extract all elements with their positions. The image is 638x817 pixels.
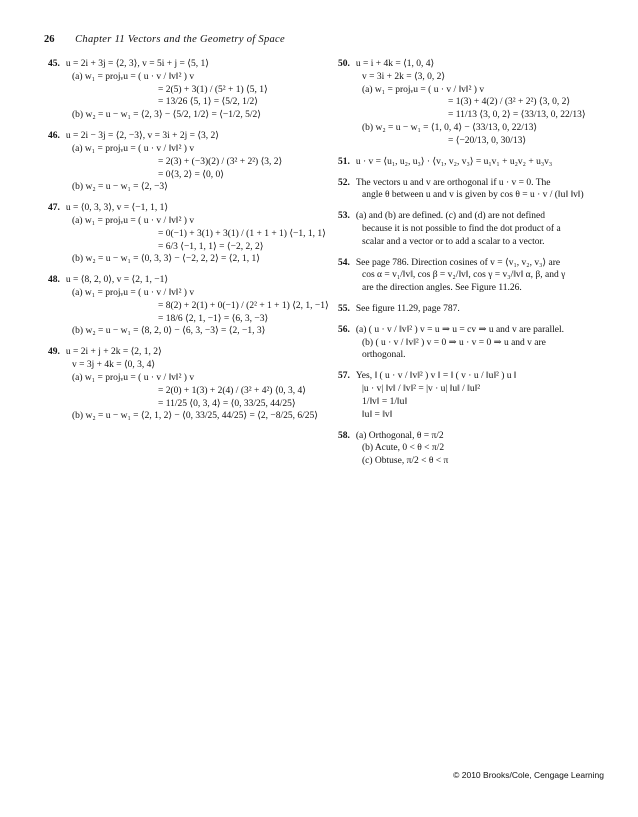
- problem-line: [48, 109, 328, 122]
- problem-line: [338, 442, 598, 455]
- problem-text: (a) w₁ = projᵥu = ( u · v / ‖v‖² ) v: [72, 71, 195, 82]
- problem-number: 51.: [338, 156, 350, 167]
- page-number: 26: [44, 34, 55, 45]
- problem-line: [48, 143, 328, 156]
- problem-text: (b) w₂ = u − w₁ = ⟨8, 2, 0⟩ − ⟨6, 3, −3⟩ = ⟨2, −1, 3⟩: [72, 326, 266, 337]
- problem-text: u = 2i − 3j = ⟨2, −3⟩, v = 3i + 2j = ⟨3, 2⟩: [65, 131, 220, 142]
- problem-number: 47.: [48, 203, 60, 214]
- problem-53: [338, 210, 598, 248]
- problem-text: (b) w₂ = u − w₁ = ⟨1, 0, 4⟩ − ⟨33/13, 0, 22/13⟩: [362, 123, 538, 134]
- problem-text: because it is not possible to find the dot product of a: [362, 223, 561, 234]
- problem-line: [48, 385, 328, 398]
- problem-line: [338, 84, 598, 97]
- problem-49: [48, 346, 328, 423]
- problem-line: [48, 71, 328, 84]
- problem-text: |u · v| ‖v‖ / ‖v‖² = |v · u| ‖u‖ / ‖u‖²: [362, 384, 481, 395]
- problem-line: [338, 282, 598, 295]
- problem-55: [338, 303, 598, 316]
- problem-text: = 2(0) + 1(3) + 2(4) / (3² + 4²) ⟨0, 3, 4⟩: [158, 385, 306, 396]
- problem-line: [48, 84, 328, 97]
- problem-number: 58.: [338, 430, 350, 441]
- problem-line: [48, 96, 328, 109]
- problem-text: (b) Acute, 0 < θ < π/2: [362, 443, 445, 454]
- problem-line: [338, 430, 598, 443]
- problem-line: [338, 303, 598, 316]
- problem-text: orthogonal.: [362, 350, 406, 361]
- problem-number: 56.: [338, 324, 350, 335]
- problem-46: [48, 130, 328, 194]
- problem-54: [338, 257, 598, 295]
- problem-56: [338, 324, 598, 362]
- problem-number: 55.: [338, 304, 350, 314]
- problem-line: [48, 130, 328, 143]
- problem-text: (a) w₁ = projᵥu = ( u · v / ‖v‖² ) v: [72, 143, 195, 154]
- problem-text: = 13/26 ⟨5, 1⟩ = ⟨5/2, 1/2⟩: [158, 97, 258, 108]
- problem-line: [48, 372, 328, 385]
- problem-text: (b) w₂ = u − w₁ = ⟨2, 3⟩ − ⟨5/2, 1/2⟩ = ⟨−1/2, 5/2⟩: [72, 110, 261, 121]
- problem-text: v = 3j + 4k = ⟨0, 3, 4⟩: [72, 360, 156, 371]
- problem-number: 53.: [338, 211, 350, 222]
- problem-text: = 0⟨3, 2⟩ = ⟨0, 0⟩: [158, 169, 224, 180]
- problem-line: [48, 410, 328, 423]
- problem-47: [48, 202, 328, 266]
- problem-line: [338, 96, 598, 109]
- problem-line: [338, 210, 598, 223]
- problem-line: [48, 156, 328, 169]
- problem-text: angle θ between u and v is given by cos θ = u · v / (‖u‖ ‖v‖): [362, 190, 584, 201]
- problem-text: = 11/13 ⟨3, 0, 2⟩ = ⟨33/13, 0, 22/13⟩: [448, 110, 586, 121]
- problem-line: [48, 241, 328, 254]
- problem-line: [338, 370, 598, 383]
- problem-text: (a) Orthogonal, θ = π/2: [355, 430, 444, 441]
- problem-line: [48, 346, 328, 359]
- left-column: [48, 58, 328, 431]
- problem-line: [338, 223, 598, 236]
- problem-line: [48, 287, 328, 300]
- problem-text: (a) ( u · v / ‖v‖² ) v = u ⇒ u = cv ⇒ u and v are parallel.: [355, 324, 565, 335]
- problem-number: 48.: [48, 275, 60, 286]
- problem-line: [338, 189, 598, 202]
- problem-text: u = ⟨8, 2, 0⟩, v = ⟨2, 1, −1⟩: [65, 275, 169, 286]
- problem-number: 54.: [338, 257, 350, 268]
- problem-line: [48, 215, 328, 228]
- problem-text: = 2(3) + (−3)(2) / (3² + 2²) ⟨3, 2⟩: [158, 156, 283, 167]
- problem-line: [338, 71, 598, 84]
- problem-line: [338, 409, 598, 422]
- problem-line: [48, 398, 328, 411]
- right-column: [338, 58, 598, 476]
- problem-line: [338, 383, 598, 396]
- problem-text: (b) w₂ = u − w₁ = ⟨2, 1, 2⟩ − ⟨0, 33/25, 44/25⟩ = ⟨2, −8/25, 6/25⟩: [72, 411, 318, 422]
- problem-line: [48, 325, 328, 338]
- problem-text: See figure 11.29, page 787.: [355, 304, 460, 314]
- problem-line: [48, 181, 328, 194]
- problem-line: [338, 236, 598, 249]
- problem-text: (c) Obtuse, π/2 < θ < π: [362, 456, 449, 467]
- problem-line: [338, 177, 598, 190]
- problem-text: u = ⟨0, 3, 3⟩, v = ⟨−1, 1, 1⟩: [65, 203, 169, 214]
- problem-number: 49.: [48, 347, 60, 358]
- problem-text: = ⟨−20/13, 0, 30/13⟩: [448, 135, 527, 146]
- problem-text: The vectors u and v are orthogonal if u · v = 0. The: [355, 177, 551, 188]
- problem-text: u = 2i + j + 2k = ⟨2, 1, 2⟩: [65, 347, 162, 358]
- problem-58: [338, 430, 598, 468]
- problem-51: [338, 156, 598, 169]
- problem-line: [338, 58, 598, 71]
- problem-text: u · v = ⟨u₁, u₂, u₃⟩ · ⟨v₁, v₂, v₃⟩ = u₁v₁ + u₂v₂ + u₃v₃: [355, 156, 553, 167]
- problem-line: [338, 135, 598, 148]
- problem-line: [48, 274, 328, 287]
- problem-text: (a) and (b) are defined. (c) and (d) are not defined: [355, 211, 545, 222]
- problem-text: (a) w₁ = projᵥu = ( u · v / ‖v‖² ) v: [72, 372, 195, 383]
- problem-text: Yes, ‖ ( u · v / ‖v‖² ) v ‖ = ‖ ( v · u / ‖u‖² ) u ‖: [355, 371, 517, 382]
- problem-text: = 1(3) + 4(2) / (3² + 2²) ⟨3, 0, 2⟩: [448, 97, 571, 108]
- problem-line: [338, 257, 598, 270]
- problem-line: [338, 324, 598, 337]
- problem-text: = 6/3 ⟨−1, 1, 1⟩ = ⟨−2, 2, 2⟩: [158, 241, 264, 252]
- problem-text: cos α = v₁/‖v‖, cos β = v₂/‖v‖, cos γ = v₃/‖v‖ α, β, and γ: [362, 270, 566, 281]
- problem-text: u = 2i + 3j = ⟨2, 3⟩, v = 5i + j = ⟨5, 1⟩: [65, 59, 209, 69]
- problem-line: [48, 253, 328, 266]
- problem-line: [338, 109, 598, 122]
- problem-text: 1/‖v‖ = 1/‖u‖: [362, 396, 408, 407]
- problem-text: (a) w₁ = projᵥu = ( u · v / ‖v‖² ) v: [362, 84, 485, 95]
- problem-line: [48, 202, 328, 215]
- problem-text: (b) w₂ = u − w₁ = ⟨2, −3⟩: [72, 182, 168, 193]
- page-header: [44, 34, 285, 45]
- problem-text: = 18/6 ⟨2, 1, −1⟩ = ⟨6, 3, −3⟩: [158, 313, 269, 324]
- problem-line: [338, 269, 598, 282]
- problem-line: [338, 455, 598, 468]
- problem-52: [338, 177, 598, 203]
- problem-text: (b) ( u · v / ‖v‖² ) v = 0 ⇒ u · v = 0 ⇒ u and v are: [362, 337, 546, 348]
- problem-50: [338, 58, 598, 148]
- problem-line: [338, 337, 598, 350]
- problem-text: See page 786. Direction cosines of v = ⟨v₁, v₂, v₃⟩ are: [355, 257, 561, 268]
- problem-text: = 11/25 ⟨0, 3, 4⟩ = ⟨0, 33/25, 44/25⟩: [158, 398, 296, 409]
- problem-text: are the direction angles. See Figure 11.26.: [362, 283, 522, 294]
- problem-text: = 0(−1) + 3(1) + 3(1) / (1 + 1 + 1) ⟨−1, 1, 1⟩: [158, 228, 326, 239]
- problem-line: [48, 300, 328, 313]
- problem-45: [48, 58, 328, 122]
- problem-number: 50.: [338, 59, 350, 69]
- problem-text: = 8(2) + 2(1) + 0(−1) / (2² + 1 + 1) ⟨2, 1, −1⟩: [158, 300, 329, 311]
- problem-57: [338, 370, 598, 421]
- problem-line: [338, 396, 598, 409]
- problem-text: u = i + 4k = ⟨1, 0, 4⟩: [355, 59, 435, 69]
- chapter-title: Chapter 11 Vectors and the Geometry of Space: [75, 34, 285, 45]
- problem-line: [338, 156, 598, 169]
- problem-text: (a) w₁ = projᵥu = ( u · v / ‖v‖² ) v: [72, 288, 195, 298]
- problem-line: [48, 58, 328, 71]
- problem-text: ‖u‖ = ‖v‖: [362, 409, 393, 420]
- problem-text: = 2(5) + 3(1) / (5² + 1) ⟨5, 1⟩: [158, 84, 268, 95]
- problem-text: (a) w₁ = projᵥu = ( u · v / ‖v‖² ) v: [72, 215, 195, 226]
- problem-text: scalar and a vector or to add a scalar to a vector.: [362, 236, 545, 247]
- problem-line: [48, 359, 328, 372]
- problem-number: 52.: [338, 177, 350, 188]
- problem-text: (b) w₂ = u − w₁ = ⟨0, 3, 3⟩ − ⟨−2, 2, 2⟩ = ⟨2, 1, 1⟩: [72, 254, 260, 265]
- problem-text: v = 3i + 2k = ⟨3, 0, 2⟩: [362, 71, 446, 82]
- problem-48: [48, 274, 328, 338]
- problem-line: [48, 169, 328, 182]
- problem-number: 57.: [338, 371, 350, 382]
- problem-line: [48, 228, 328, 241]
- problem-line: [338, 122, 598, 135]
- problem-line: [48, 313, 328, 326]
- problem-number: 46.: [48, 131, 60, 142]
- problem-number: 45.: [48, 59, 60, 69]
- problem-line: [338, 349, 598, 362]
- copyright-footer: © 2010 Brooks/Cole, Cengage Learning: [453, 770, 604, 780]
